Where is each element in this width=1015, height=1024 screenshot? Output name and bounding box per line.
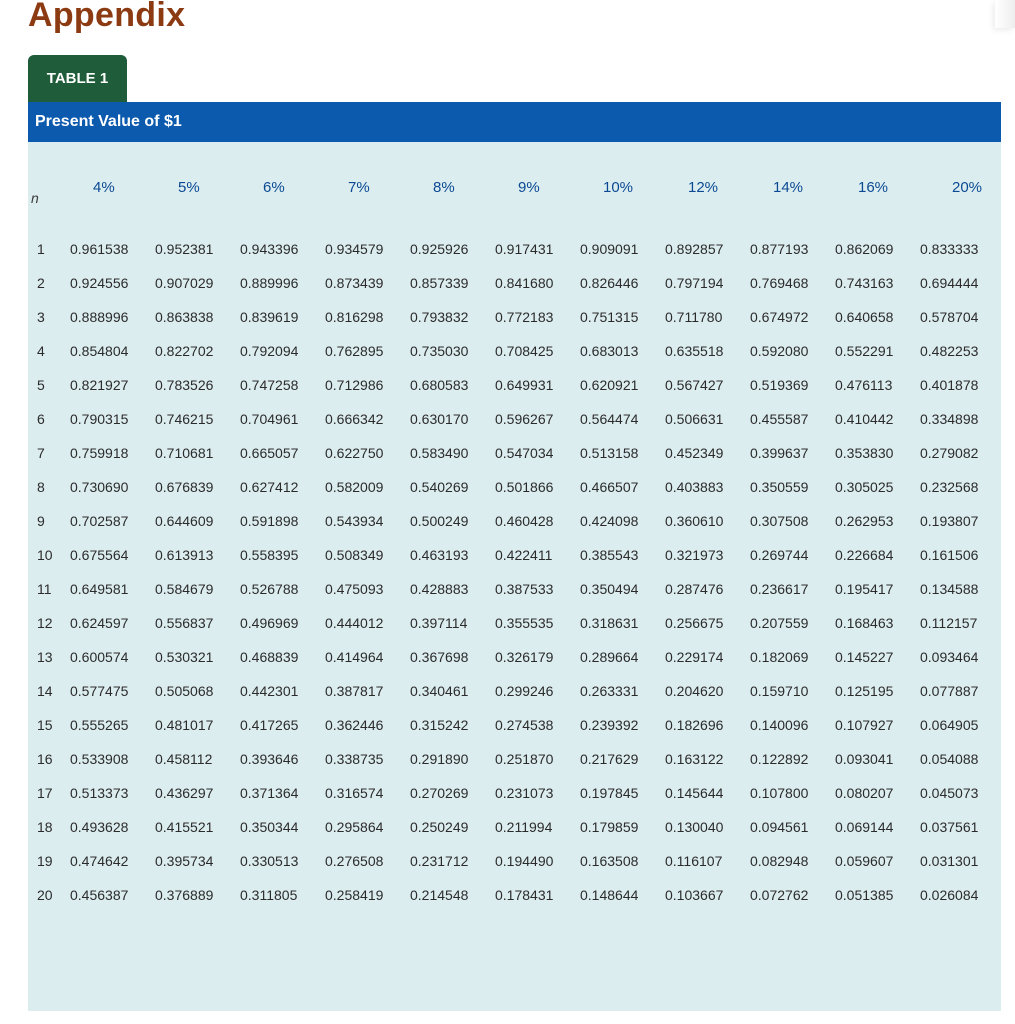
present-value-cell: 0.401878 — [920, 377, 979, 393]
table-row — [28, 232, 1005, 266]
table-row — [28, 334, 1005, 368]
present-value-cell: 0.387533 — [495, 581, 554, 597]
present-value-cell: 0.279082 — [920, 445, 979, 461]
table-row — [28, 470, 1005, 504]
present-value-cell: 0.841680 — [495, 275, 554, 291]
present-value-cell: 0.952381 — [155, 241, 214, 257]
present-value-cell: 0.683013 — [580, 343, 639, 359]
present-value-cell: 0.674972 — [750, 309, 809, 325]
present-value-cell: 0.239392 — [580, 717, 639, 733]
present-value-cell: 0.226684 — [835, 547, 894, 563]
present-value-cell: 0.702587 — [70, 513, 129, 529]
present-value-cell: 0.026084 — [920, 887, 979, 903]
present-value-cell: 0.289664 — [580, 649, 639, 665]
present-value-cell: 0.307508 — [750, 513, 809, 529]
period-cell: 13 — [37, 649, 53, 665]
present-value-cell: 0.422411 — [495, 547, 553, 563]
present-value-cell: 0.505068 — [155, 683, 214, 699]
present-value-cell: 0.500249 — [410, 513, 469, 529]
present-value-cell: 0.428883 — [410, 581, 469, 597]
present-value-cell: 0.207559 — [750, 615, 809, 631]
present-value-cell: 0.622750 — [325, 445, 384, 461]
present-value-cell: 0.350344 — [240, 819, 299, 835]
present-value-cell: 0.444012 — [325, 615, 384, 631]
table-row — [28, 300, 1005, 334]
present-value-cell: 0.163122 — [665, 751, 724, 767]
rate-column-header: 16% — [858, 178, 889, 196]
page-title: Appendix — [28, 0, 186, 34]
present-value-cell: 0.506631 — [665, 411, 724, 427]
present-value-cell: 0.145644 — [665, 785, 724, 801]
present-value-cell: 0.863838 — [155, 309, 214, 325]
present-value-cell: 0.759918 — [70, 445, 129, 461]
table-row — [28, 402, 1005, 436]
present-value-cell: 0.148644 — [580, 887, 639, 903]
present-value-cell: 0.649931 — [495, 377, 554, 393]
present-value-cell: 0.857339 — [410, 275, 469, 291]
present-value-cell: 0.635518 — [665, 343, 724, 359]
corner-shadow-decoration — [995, 0, 1015, 28]
present-value-table — [28, 142, 1005, 912]
present-value-cell: 0.501866 — [495, 479, 554, 495]
present-value-cell: 0.772183 — [495, 309, 554, 325]
period-cell: 8 — [37, 479, 45, 495]
present-value-cell: 0.103667 — [665, 887, 724, 903]
present-value-cell: 0.712986 — [325, 377, 384, 393]
present-value-cell: 0.458112 — [155, 751, 213, 767]
present-value-cell: 0.888996 — [70, 309, 129, 325]
present-value-cell: 0.466507 — [580, 479, 639, 495]
period-cell: 9 — [37, 513, 45, 529]
present-value-cell: 0.442301 — [240, 683, 299, 699]
present-value-cell: 0.455587 — [750, 411, 809, 427]
present-value-cell: 0.627412 — [240, 479, 299, 495]
present-value-cell: 0.311805 — [240, 887, 298, 903]
present-value-cell: 0.456387 — [70, 887, 129, 903]
period-cell: 17 — [37, 785, 53, 801]
present-value-cell: 0.399637 — [750, 445, 809, 461]
present-value-cell: 0.350494 — [580, 581, 639, 597]
present-value-cell: 0.513373 — [70, 785, 129, 801]
present-value-table-card — [28, 102, 1001, 1011]
present-value-cell: 0.270269 — [410, 785, 469, 801]
present-value-cell: 0.567427 — [665, 377, 724, 393]
present-value-cell: 0.236617 — [750, 581, 809, 597]
present-value-cell: 0.762895 — [325, 343, 384, 359]
present-value-cell: 0.214548 — [410, 887, 469, 903]
present-value-cell: 0.182696 — [665, 717, 724, 733]
present-value-cell: 0.833333 — [920, 241, 979, 257]
present-value-cell: 0.644609 — [155, 513, 214, 529]
present-value-cell: 0.195417 — [835, 581, 894, 597]
present-value-cell: 0.526788 — [240, 581, 299, 597]
present-value-cell: 0.666342 — [325, 411, 384, 427]
table-row — [28, 844, 1005, 878]
present-value-cell: 0.547034 — [495, 445, 554, 461]
table-row — [28, 368, 1005, 402]
present-value-cell: 0.350559 — [750, 479, 809, 495]
present-value-cell: 0.711780 — [665, 309, 723, 325]
present-value-cell: 0.436297 — [155, 785, 214, 801]
present-value-cell: 0.482253 — [920, 343, 979, 359]
period-cell: 2 — [37, 275, 45, 291]
present-value-cell: 0.355535 — [495, 615, 554, 631]
present-value-cell: 0.907029 — [155, 275, 214, 291]
present-value-cell: 0.182069 — [750, 649, 809, 665]
present-value-cell: 0.493628 — [70, 819, 129, 835]
present-value-cell: 0.640658 — [835, 309, 894, 325]
table-body — [28, 232, 1005, 912]
present-value-cell: 0.080207 — [835, 785, 894, 801]
present-value-cell: 0.519369 — [750, 377, 809, 393]
present-value-cell: 0.159710 — [750, 683, 809, 699]
present-value-cell: 0.816298 — [325, 309, 384, 325]
table-row — [28, 878, 1005, 912]
present-value-cell: 0.211994 — [495, 819, 553, 835]
present-value-cell: 0.747258 — [240, 377, 299, 393]
table-header-row — [28, 142, 1005, 232]
table-row — [28, 572, 1005, 606]
present-value-cell: 0.140096 — [750, 717, 809, 733]
period-cell: 20 — [37, 887, 53, 903]
present-value-cell: 0.094561 — [750, 819, 809, 835]
present-value-cell: 0.854804 — [70, 343, 129, 359]
present-value-cell: 0.037561 — [920, 819, 979, 835]
present-value-cell: 0.415521 — [155, 819, 214, 835]
present-value-cell: 0.877193 — [750, 241, 809, 257]
present-value-cell: 0.513158 — [580, 445, 639, 461]
present-value-cell: 0.463193 — [410, 547, 469, 563]
rate-column-header: 14% — [773, 178, 804, 196]
present-value-cell: 0.624597 — [70, 615, 129, 631]
present-value-cell: 0.051385 — [835, 887, 894, 903]
present-value-cell: 0.082948 — [750, 853, 809, 869]
present-value-cell: 0.496969 — [240, 615, 299, 631]
present-value-cell: 0.943396 — [240, 241, 299, 257]
present-value-cell: 0.558395 — [240, 547, 299, 563]
present-value-cell: 0.387817 — [325, 683, 384, 699]
present-value-cell: 0.584679 — [155, 581, 214, 597]
present-value-cell: 0.839619 — [240, 309, 299, 325]
period-cell: 1 — [37, 241, 45, 257]
present-value-cell: 0.193807 — [920, 513, 979, 529]
present-value-cell: 0.925926 — [410, 241, 469, 257]
present-value-cell: 0.130040 — [665, 819, 724, 835]
present-value-cell: 0.769468 — [750, 275, 809, 291]
present-value-cell: 0.353830 — [835, 445, 894, 461]
present-value-cell: 0.376889 — [155, 887, 214, 903]
present-value-cell: 0.367698 — [410, 649, 469, 665]
present-value-cell: 0.232568 — [920, 479, 979, 495]
present-value-cell: 0.555265 — [70, 717, 129, 733]
present-value-cell: 0.262953 — [835, 513, 894, 529]
present-value-cell: 0.862069 — [835, 241, 894, 257]
present-value-cell: 0.107800 — [750, 785, 809, 801]
present-value-cell: 0.315242 — [410, 717, 469, 733]
present-value-cell: 0.826446 — [580, 275, 639, 291]
present-value-cell: 0.231073 — [495, 785, 554, 801]
present-value-cell: 0.031301 — [920, 853, 979, 869]
period-cell: 14 — [37, 683, 53, 699]
present-value-cell: 0.710681 — [155, 445, 214, 461]
present-value-cell: 0.730690 — [70, 479, 129, 495]
table-row — [28, 436, 1005, 470]
present-value-cell: 0.395734 — [155, 853, 214, 869]
present-value-cell: 0.054088 — [920, 751, 979, 767]
present-value-cell: 0.792094 — [240, 343, 299, 359]
present-value-cell: 0.694444 — [920, 275, 979, 291]
present-value-cell: 0.093464 — [920, 649, 979, 665]
present-value-cell: 0.321973 — [665, 547, 724, 563]
present-value-cell: 0.145227 — [835, 649, 894, 665]
present-value-cell: 0.269744 — [750, 547, 809, 563]
rate-column-header: 10% — [603, 178, 634, 196]
present-value-cell: 0.330513 — [240, 853, 299, 869]
present-value-cell: 0.295864 — [325, 819, 384, 835]
rate-column-header: 9% — [518, 178, 540, 196]
present-value-cell: 0.873439 — [325, 275, 384, 291]
present-value-cell: 0.591898 — [240, 513, 299, 529]
table-row — [28, 674, 1005, 708]
present-value-cell: 0.072762 — [750, 887, 809, 903]
table-row — [28, 266, 1005, 300]
present-value-cell: 0.125195 — [835, 683, 894, 699]
table-row — [28, 640, 1005, 674]
present-value-cell: 0.892857 — [665, 241, 724, 257]
present-value-cell: 0.112157 — [920, 615, 978, 631]
present-value-cell: 0.556837 — [155, 615, 214, 631]
present-value-cell: 0.460428 — [495, 513, 554, 529]
present-value-cell: 0.229174 — [665, 649, 724, 665]
period-cell: 16 — [37, 751, 53, 767]
present-value-cell: 0.069144 — [835, 819, 894, 835]
present-value-cell: 0.508349 — [325, 547, 384, 563]
present-value-cell: 0.231712 — [410, 853, 469, 869]
present-value-cell: 0.743163 — [835, 275, 894, 291]
present-value-cell: 0.934579 — [325, 241, 384, 257]
present-value-cell: 0.783526 — [155, 377, 214, 393]
present-value-cell: 0.533908 — [70, 751, 129, 767]
present-value-cell: 0.393646 — [240, 751, 299, 767]
present-value-cell: 0.924556 — [70, 275, 129, 291]
present-value-cell: 0.276508 — [325, 853, 384, 869]
present-value-cell: 0.250249 — [410, 819, 469, 835]
present-value-cell: 0.316574 — [325, 785, 384, 801]
present-value-cell: 0.414964 — [325, 649, 384, 665]
present-value-cell: 0.676839 — [155, 479, 214, 495]
present-value-cell: 0.064905 — [920, 717, 979, 733]
present-value-cell: 0.889996 — [240, 275, 299, 291]
period-cell: 4 — [37, 343, 45, 359]
present-value-cell: 0.385543 — [580, 547, 639, 563]
present-value-cell: 0.630170 — [410, 411, 469, 427]
present-value-cell: 0.540269 — [410, 479, 469, 495]
present-value-cell: 0.746215 — [155, 411, 214, 427]
period-cell: 5 — [37, 377, 45, 393]
present-value-cell: 0.665057 — [240, 445, 299, 461]
present-value-cell: 0.077887 — [920, 683, 979, 699]
present-value-cell: 0.675564 — [70, 547, 129, 563]
present-value-cell: 0.583490 — [410, 445, 469, 461]
present-value-cell: 0.620921 — [580, 377, 639, 393]
present-value-cell: 0.360610 — [665, 513, 724, 529]
present-value-cell: 0.481017 — [155, 717, 214, 733]
table-row — [28, 708, 1005, 742]
present-value-cell: 0.163508 — [580, 853, 639, 869]
present-value-cell: 0.168463 — [835, 615, 894, 631]
present-value-cell: 0.917431 — [495, 241, 554, 257]
present-value-cell: 0.338735 — [325, 751, 384, 767]
present-value-cell: 0.256675 — [665, 615, 724, 631]
rate-column-header: 7% — [348, 178, 370, 196]
present-value-cell: 0.592080 — [750, 343, 809, 359]
present-value-cell: 0.417265 — [240, 717, 299, 733]
present-value-cell: 0.274538 — [495, 717, 554, 733]
present-value-cell: 0.543934 — [325, 513, 384, 529]
period-cell: 3 — [37, 309, 45, 325]
present-value-cell: 0.822702 — [155, 343, 214, 359]
rate-column-header: 8% — [433, 178, 455, 196]
present-value-cell: 0.424098 — [580, 513, 639, 529]
present-value-cell: 0.059607 — [835, 853, 894, 869]
rate-column-header: 5% — [178, 178, 200, 196]
rate-column-header: 12% — [688, 178, 719, 196]
table-row — [28, 606, 1005, 640]
period-cell: 10 — [37, 547, 53, 563]
present-value-cell: 0.790315 — [70, 411, 129, 427]
present-value-cell: 0.318631 — [580, 615, 639, 631]
present-value-cell: 0.474642 — [70, 853, 129, 869]
present-value-cell: 0.263331 — [580, 683, 639, 699]
table-row — [28, 810, 1005, 844]
present-value-cell: 0.116107 — [665, 853, 723, 869]
present-value-cell: 0.107927 — [835, 717, 894, 733]
present-value-cell: 0.178431 — [495, 887, 554, 903]
present-value-cell: 0.613913 — [155, 547, 214, 563]
present-value-cell: 0.291890 — [410, 751, 469, 767]
present-value-cell: 0.122892 — [750, 751, 809, 767]
table-caption: Present Value of $1 — [35, 113, 182, 130]
table-row — [28, 742, 1005, 776]
table-caption-bar — [28, 102, 1001, 142]
table-row — [28, 776, 1005, 810]
present-value-cell: 0.468839 — [240, 649, 299, 665]
period-cell: 18 — [37, 819, 53, 835]
present-value-cell: 0.578704 — [920, 309, 979, 325]
present-value-cell: 0.371364 — [240, 785, 299, 801]
present-value-cell: 0.045073 — [920, 785, 979, 801]
present-value-cell: 0.326179 — [495, 649, 554, 665]
present-value-cell: 0.582009 — [325, 479, 384, 495]
period-cell: 12 — [37, 615, 53, 631]
present-value-cell: 0.179859 — [580, 819, 639, 835]
present-value-cell: 0.134588 — [920, 581, 979, 597]
period-cell: 19 — [37, 853, 53, 869]
present-value-cell: 0.649581 — [70, 581, 129, 597]
present-value-cell: 0.475093 — [325, 581, 384, 597]
present-value-cell: 0.821927 — [70, 377, 129, 393]
present-value-cell: 0.476113 — [835, 377, 893, 393]
period-cell: 6 — [37, 411, 45, 427]
table-row — [28, 504, 1005, 538]
present-value-cell: 0.797194 — [665, 275, 724, 291]
present-value-cell: 0.530321 — [155, 649, 214, 665]
period-column-header: n — [31, 190, 39, 206]
rate-column-header: 6% — [263, 178, 285, 196]
present-value-cell: 0.204620 — [665, 683, 724, 699]
present-value-cell: 0.403883 — [665, 479, 724, 495]
table-row — [28, 538, 1005, 572]
present-value-cell: 0.680583 — [410, 377, 469, 393]
present-value-cell: 0.194490 — [495, 853, 554, 869]
present-value-cell: 0.564474 — [580, 411, 639, 427]
present-value-cell: 0.751315 — [580, 309, 639, 325]
present-value-cell: 0.197845 — [580, 785, 639, 801]
present-value-cell: 0.735030 — [410, 343, 469, 359]
present-value-cell: 0.909091 — [580, 241, 639, 257]
present-value-cell: 0.299246 — [495, 683, 554, 699]
rate-column-header: 4% — [93, 178, 115, 196]
period-cell: 7 — [37, 445, 45, 461]
present-value-cell: 0.708425 — [495, 343, 554, 359]
present-value-cell: 0.397114 — [410, 615, 468, 631]
present-value-cell: 0.600574 — [70, 649, 129, 665]
table-number-label: TABLE 1 — [46, 70, 109, 87]
present-value-cell: 0.410442 — [835, 411, 894, 427]
rate-column-header: 20% — [952, 178, 983, 196]
period-cell: 15 — [37, 717, 53, 733]
present-value-cell: 0.362446 — [325, 717, 384, 733]
present-value-cell: 0.258419 — [325, 887, 384, 903]
present-value-cell: 0.305025 — [835, 479, 894, 495]
present-value-cell: 0.093041 — [835, 751, 894, 767]
present-value-cell: 0.577475 — [70, 683, 129, 699]
present-value-cell: 0.793832 — [410, 309, 469, 325]
present-value-cell: 0.251870 — [495, 751, 554, 767]
present-value-cell: 0.452349 — [665, 445, 724, 461]
present-value-cell: 0.340461 — [410, 683, 469, 699]
present-value-cell: 0.704961 — [240, 411, 299, 427]
present-value-cell: 0.961538 — [70, 241, 129, 257]
period-cell: 11 — [37, 581, 52, 597]
present-value-cell: 0.596267 — [495, 411, 554, 427]
present-value-cell: 0.161506 — [920, 547, 979, 563]
table-number-tab — [28, 55, 127, 102]
present-value-cell: 0.552291 — [835, 343, 894, 359]
present-value-cell: 0.217629 — [580, 751, 639, 767]
present-value-cell: 0.334898 — [920, 411, 979, 427]
present-value-cell: 0.287476 — [665, 581, 724, 597]
